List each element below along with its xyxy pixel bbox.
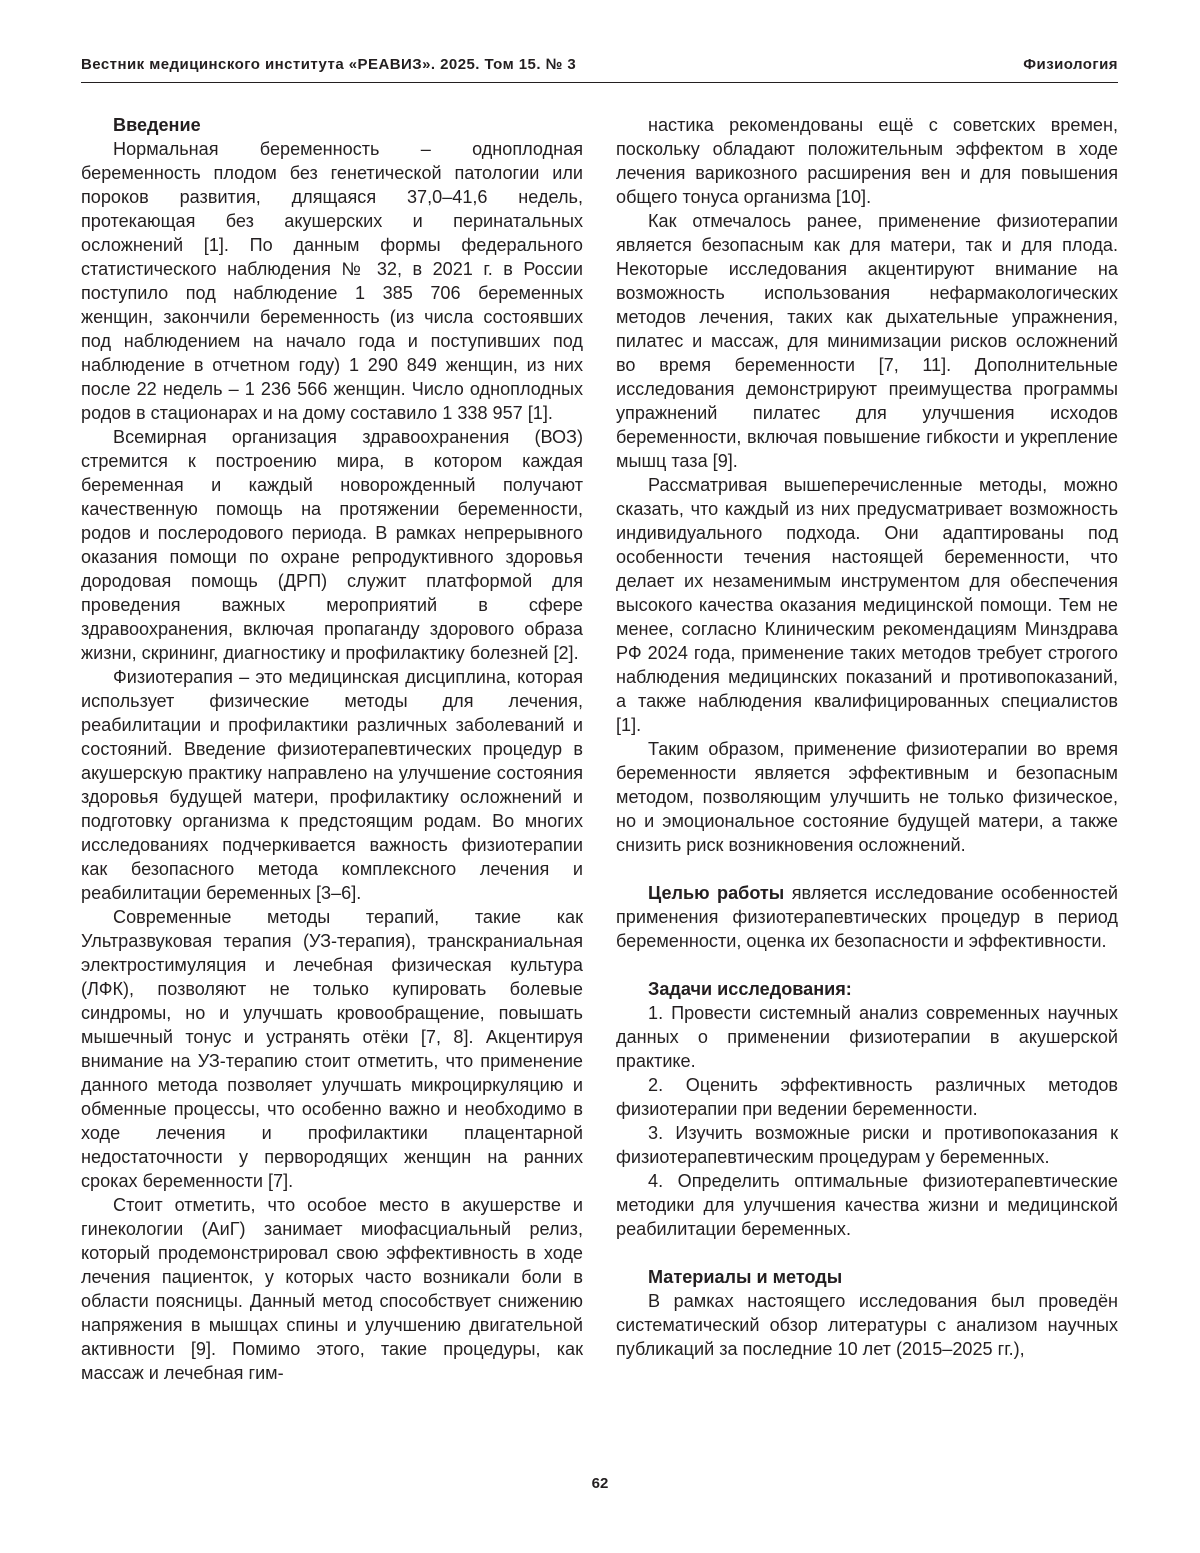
- paragraph: Нормальная беременность – одноплодная беременность плодом без генетической патологии или пороков развития, длящаяся 37,0–41,6 недель, протекающая без акушерских и перинатальных осложнений [1]. По данным формы федерального статистического наблюдения № 32, в 2021 г. в России поступило под наблюдение 1 385 706 беременных женщин, закончили беременность (из числа состоявших под наблюдением на начало года и поступивших под наблюдение в отчетном году) 1 290 849 женщин, из них после 22 недель – 1 236 566 женщин. Число одноплодных родов в стационарах и на дому составило 1 338 957 [1].: [81, 139, 583, 423]
- left-column: [81, 113, 583, 1385]
- paragraph: В рамках настоящего исследования был проведён систематический обзор литературы с анализом научных публикаций за последние 10 лет (2015–2025 гг.),: [616, 1291, 1118, 1359]
- spacer: [616, 1241, 1118, 1265]
- running-header: [81, 52, 1118, 83]
- paragraph: Современные методы терапий, такие как Ультразвуковая терапия (УЗ-терапия), транскраниальная электростимуляция и лечебная физическая культура (ЛФК), позволяют не только купировать болевые синдромы, но и улучшать кровообращение, повышать мышечный тонус и устранять отёки [7, 8]. Акцентируя внимание на УЗ-терапию стоит отметить, что применение данного метода позволяет улучшать микроциркуляцию и обменные процессы, что особенно важно и необходимо в ходе лечения и профилактики плацентарной недостаточности у первородящих женщин на ранних сроках беременности [7].: [81, 907, 583, 1191]
- introduction-heading: Введение: [113, 115, 201, 135]
- journal-title: Вестник медицинского института «РЕАВИЗ». 2025. Том 15. № 3: [81, 56, 577, 73]
- section-name: Физиология: [1023, 56, 1118, 73]
- methods-heading: Материалы и методы: [648, 1267, 843, 1287]
- aim-text: является исследование особенностей применения физиотерапевтических процедур в период беременности, оценка их безопасности и эффективности.: [616, 883, 1118, 951]
- right-column: [616, 113, 1118, 1361]
- page-number: 62: [591, 1475, 609, 1492]
- paragraph: Рассматривая вышеперечисленные методы, можно сказать, что каждый из них предусматривает возможность индивидуального подхода. Они адаптированы под особенности течения настоящей беременности, что делает их незаменимым инструментом для обеспечения высокого качества оказания медицинской помощи. Тем не менее, согласно Клиническим рекомендациям Минздрава РФ 2024 года, применение таких методов требует строгого наблюдения медицинских показаний и противопоказаний, а также наблюдения квалифицированных специалистов [1].: [616, 475, 1118, 735]
- task-item: 4. Определить оптимальные физиотерапевтические методики для улучшения качества жизни и медицинской реабилитации беременных.: [616, 1171, 1118, 1239]
- task-item: 2. Оценить эффективность различных методов физиотерапии при ведении беременности.: [616, 1075, 1118, 1119]
- paragraph: Таким образом, применение физиотерапии во время беременности является эффективным и безопасным методом, позволяющим улучшить не только физическое, но и эмоциональное состояние будущей матери, а также снизить риск возникновения осложнений.: [616, 739, 1118, 855]
- paragraph: Всемирная организация здравоохранения (ВОЗ) стремится к построению мира, в котором каждая беременная и каждый новорожденный получают качественную помощь на протяжении беременности, родов и послеродового периода. В рамках непрерывного оказания помощи по охране репродуктивного здоровья дородовая помощь (ДРП) служит платформой для проведения важных мероприятий в сфере здравоохранения, включая пропаганду здорового образа жизни, скрининг, диагностику и профилактику болезней [2].: [81, 427, 583, 663]
- paragraph: Физиотерапия – это медицинская дисциплина, которая использует физические методы для лечения, реабилитации и профилактики различных заболеваний и состояний. Введение физиотерапевтических процедур в акушерскую практику направлено на улучшение состояния здоровья будущей матери, профилактику осложнений и подготовку организма к предстоящим родам. Во многих исследованиях подчеркивается важность физиотерапии как безопасного метода комплексного лечения и реабилитации беременных [3–6].: [81, 667, 583, 903]
- spacer: [616, 953, 1118, 977]
- spacer: [616, 857, 1118, 881]
- tasks-heading: Задачи исследования:: [648, 979, 852, 999]
- aim-paragraph: [616, 881, 1118, 953]
- paragraph: настика рекомендованы ещё с советских времен, поскольку обладают положительным эффектом в ходе лечения варикозного расширения вен и для повышения общего тонуса организма [10].: [616, 115, 1118, 207]
- aim-label: Целью работы: [648, 883, 785, 903]
- paragraph: Стоит отметить, что особое место в акушерстве и гинекологии (АиГ) занимает миофасциальный релиз, который продемонстрировал свою эффективность в ходе лечения пациенток, у которых часто возникали боли в области поясницы. Данный метод способствует снижению напряжения в мышцах спины и улучшению двигательной активности [9]. Помимо этого, такие процедуры, как массаж и лечебная гим-: [81, 1195, 583, 1383]
- task-item: 3. Изучить возможные риски и противопоказания к физиотерапевтическим процедурам у беременных.: [616, 1123, 1118, 1167]
- paragraph: Как отмечалось ранее, применение физиотерапии является безопасным как для матери, так и для плода. Некоторые исследования акцентируют внимание на возможность использования нефармакологических методов лечения, таких как дыхательные упражнения, пилатес и массаж, для минимизации рисков осложнений во время беременности [7, 11]. Дополнительные исследования демонстрируют преимущества программы упражнений пилатес для улучшения исходов беременности, включая повышение гибкости и укрепление мышц таза [9].: [616, 211, 1118, 471]
- task-item: 1. Провести системный анализ современных научных данных о применении физиотерапии в акушерской практике.: [616, 1003, 1118, 1071]
